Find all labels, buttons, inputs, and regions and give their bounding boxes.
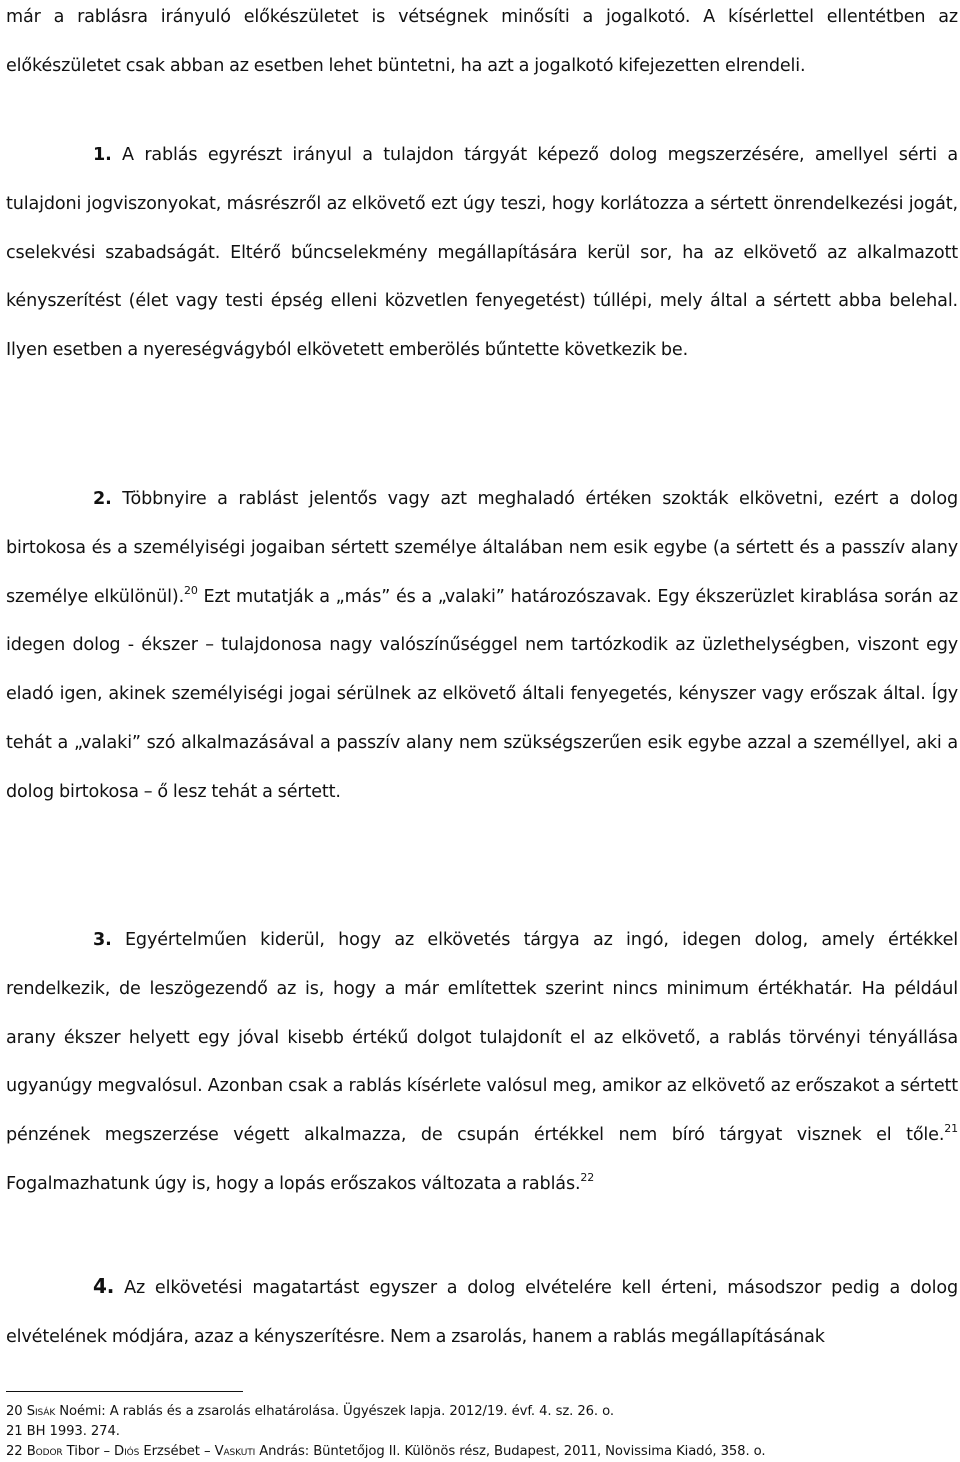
paragraph-3 <box>6 916 958 1209</box>
paragraph-4-number: 4. <box>93 1274 115 1298</box>
paragraph-1 <box>6 131 958 375</box>
paragraph-2-number: 2. <box>93 489 112 509</box>
footnote-21-text: 21 BH 1993. 274. <box>6 1423 120 1439</box>
footnote-20 <box>6 1402 958 1422</box>
paragraph-2-text-b: Ezt mutatják a „más” és a „valaki” határozószavak. Egy ékszerüzlet kirablása során az idegen dolog - ékszer – tulajdonosa nagy valószínűséggel nem tartózkodik az üzlethelységben, viszont egy eladó igen, akinek személyiségi jogai sérülnek az elkövető általi fenyegetés, kényszer vagy erőszak által. Így tehát a „valaki” szó alkalmazásával a passzív alany nem szükségszerűen esik egybe azzal a személlyel, aki a dolog birtokosa – ő lesz tehát a sértett. <box>6 586 959 802</box>
footnote-20-text: Noémi: A rablás és a zsarolás elhatárolása. Ügyészek lapja. 2012/19. évf. 4. sz. 26. o. <box>55 1404 614 1419</box>
paragraph-3-number: 3. <box>93 930 112 950</box>
footnote-22-author-1: Bodor <box>26 1443 63 1459</box>
footnote-22-text-3: András: Büntetőjog II. Különös rész, Budapest, 2011, Novissima Kiadó, 358. o. <box>255 1443 766 1459</box>
paragraph-intro <box>6 0 958 91</box>
footnote-20-number: 20 <box>6 1404 23 1419</box>
footnote-ref-20[interactable]: 20 <box>184 583 198 597</box>
footnote-ref-22[interactable]: 22 <box>580 1170 595 1184</box>
paragraph-3-text-b: Fogalmazhatunk úgy is, hogy a lopás erőszakos változata a rablás. <box>6 1173 581 1194</box>
footnote-22-author-3: Vaskuti <box>214 1443 256 1459</box>
footnote-22 <box>6 1442 958 1462</box>
paragraph-1-text: A rablás egyrészt irányul a tulajdon tárgyát képező dolog megszerzésére, amellyel sérti a tulajdoni jogviszonyokat, másrészről az elkövető ezt úgy teszi, hogy korlátozza a sértett önrendelkezési jogát, cselekvési szabadságát. Eltérő bűncselekmény megállapítására kerül sor, ha az elkövető az alkalmazott kényszerítést (élet vagy testi épség elleni közvetlen fenyegetést) túllépi, mely által a sértett abba belehal. Ilyen esetben a nyereségvágyból elkövetett emberölés bűntette következik be. <box>6 145 958 361</box>
footnote-21 <box>6 1422 958 1442</box>
paragraph-1-number: 1. <box>93 145 112 165</box>
footnote-22-text-2: Erzsébet – <box>139 1443 215 1459</box>
footnote-ref-21[interactable]: 21 <box>944 1122 958 1136</box>
paragraph-2 <box>6 475 958 817</box>
footnote-22-author-2: Diós <box>114 1443 140 1459</box>
footnote-separator <box>6 1391 243 1392</box>
footnote-20-author: Sisák <box>26 1404 56 1419</box>
paragraph-4 <box>6 1262 958 1362</box>
paragraph-2-text-a: Többnyire a rablást jelentős vagy azt meghaladó értéken szokták elkövetni, ezért a dolog birtokosa és a személyiségi jogaiban sértett személye általában nem esik egybe (a sértett és a passzív alany személye elkülönül). <box>6 489 958 607</box>
footnote-22-text-1: Tibor – <box>62 1443 115 1459</box>
footnotes <box>6 1402 958 1461</box>
footnote-22-number: 22 <box>6 1443 23 1459</box>
paragraph-3-text-a: Egyértelműen kiderül, hogy az elkövetés tárgya az ingó, idegen dolog, amely értékkel rendelkezik, de leszögezendő az is, hogy a már említettek szerint nincs minimum értékhatár. Ha például arany ékszer helyett egy jóval kisebb értékű dolgot tulajdonít el az elkövető, a rablás törvényi tényállása ugyanúgy megvalósul. Azonban csak a rablás kísérlete valósul meg, amikor az elkövető az erőszakot a sértett pénzének megszerzése végett alkalmazza, de csupán értékkel nem bíró tárgyat visznek el tőle. <box>6 930 958 1146</box>
paragraph-intro-text: már a rablásra irányuló előkészületet is vétségnek minősíti a jogalkotó. A kísérlettel ellentétben az előkészületet csak abban az esetben lehet büntetni, ha azt a jogalkotó kifejezetten elrendeli. <box>6 7 958 76</box>
paragraph-4-text: Az elkövetési magatartást egyszer a dolog elvételére kell érteni, másodszor pedig a dolog elvételének módjára, azaz a kényszerítésre. Nem a zsarolás, hanem a rablás megállapításának <box>6 1278 958 1347</box>
